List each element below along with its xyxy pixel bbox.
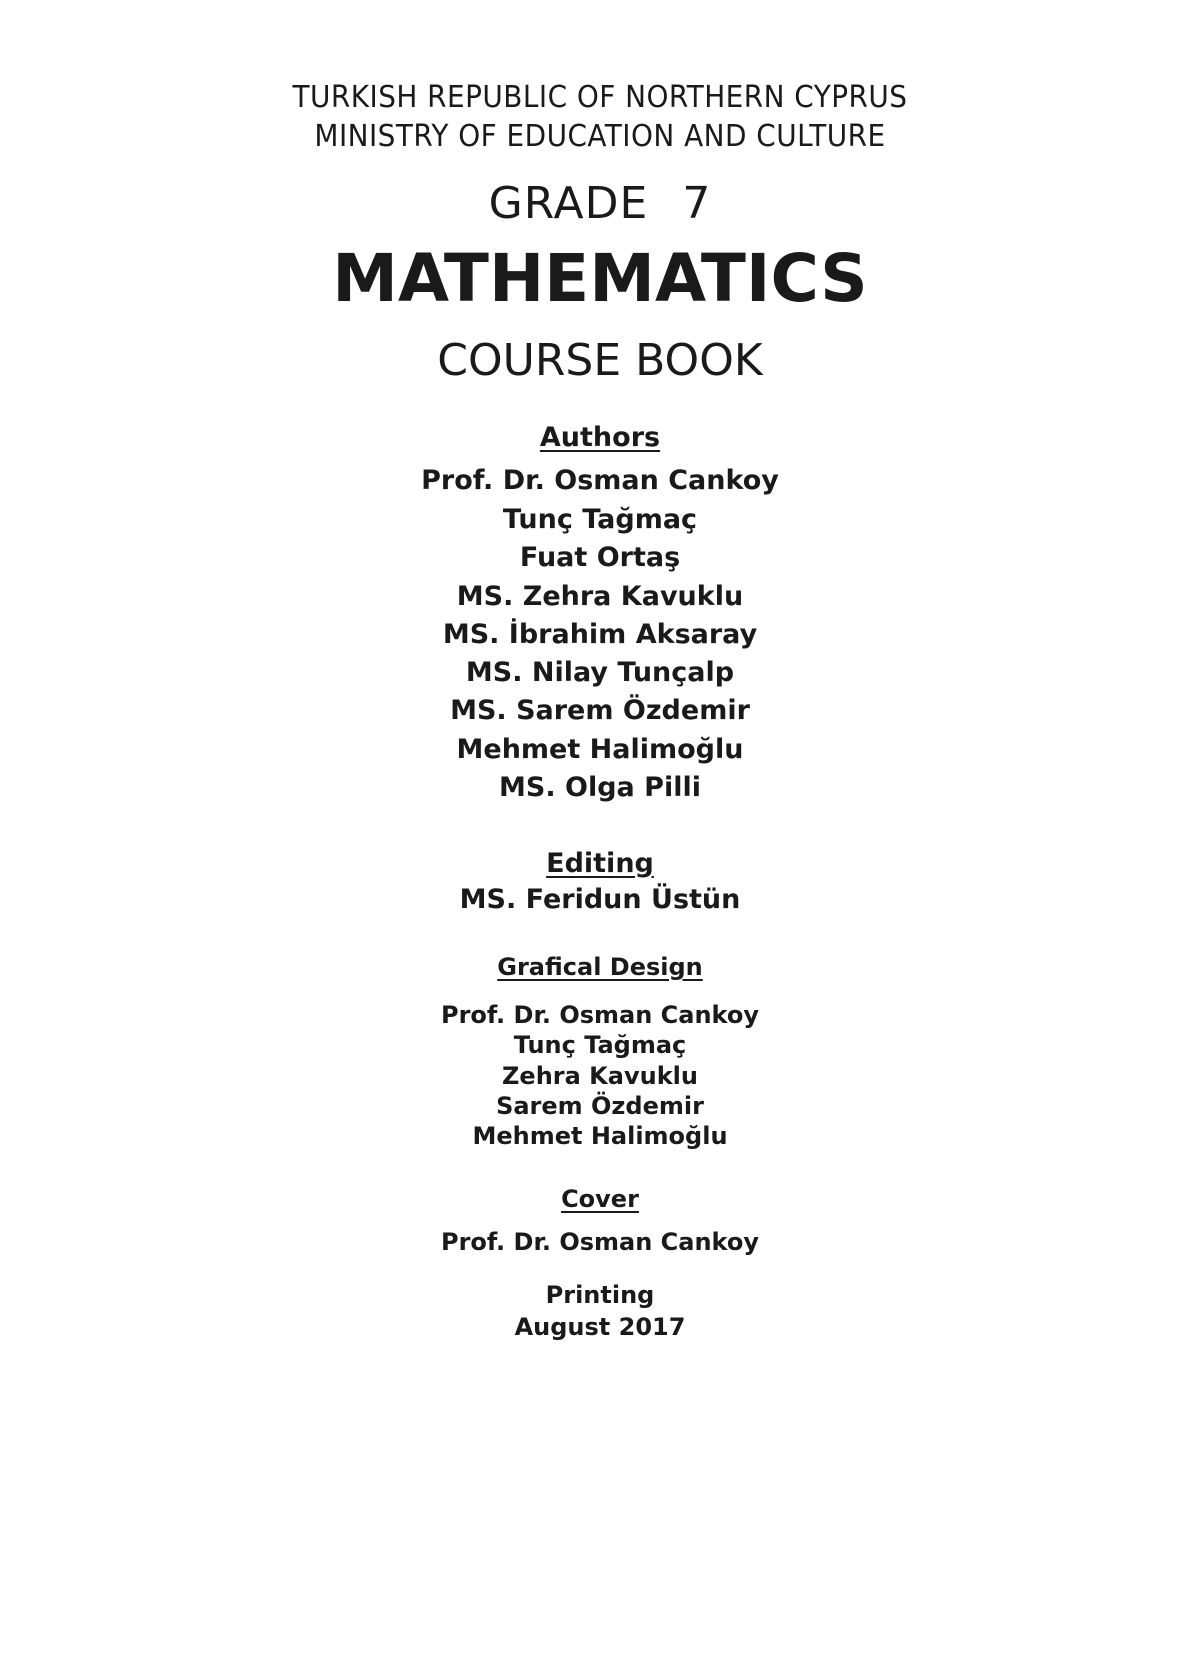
author-name: MS. İbrahim Aksaray [442,619,758,650]
book-type: COURSE BOOK [437,335,763,386]
grade-number: 7 [682,178,712,229]
designer-name: Sarem Özdemir [496,1092,704,1120]
country-header: TURKISH REPUBLIC OF NORTHERN CYPRUS [292,80,908,115]
author-name: MS. Sarem Özdemir [450,695,750,726]
author-name: Fuat Ortaş [519,542,681,573]
author-name: Tunç Tağmaç [502,504,698,535]
cover-heading: Cover [561,1185,639,1213]
designer-name: Zehra Kavuklu [502,1062,698,1090]
author-name: MS. Nilay Tunçalp [465,657,735,688]
grade-label: GRADE [488,178,649,229]
author-name: MS. Zehra Kavuklu [456,581,744,612]
author-name: Prof. Dr. Osman Cankoy [421,465,779,496]
design-heading: Grafical Design [497,953,703,981]
editing-heading: Editing [546,848,654,879]
author-name: MS. Olga Pilli [499,772,701,803]
subject-title: MATHEMATICS [332,240,868,317]
grade-heading [0,178,1200,229]
ministry-header: MINISTRY OF EDUCATION AND CULTURE [314,119,886,154]
editor-name: MS. Feridun Üstün [459,884,741,915]
designer-name: Mehmet Halimoğlu [472,1122,728,1150]
author-name: Mehmet Halimoğlu [456,734,744,765]
printing-date: August 2017 [514,1313,686,1341]
cover-designer-name: Prof. Dr. Osman Cankoy [441,1228,759,1256]
printing-heading: Printing [545,1281,655,1309]
designer-name: Prof. Dr. Osman Cankoy [441,1001,759,1029]
authors-heading: Authors [539,422,661,453]
designer-name: Tunç Tağmaç [513,1031,687,1059]
